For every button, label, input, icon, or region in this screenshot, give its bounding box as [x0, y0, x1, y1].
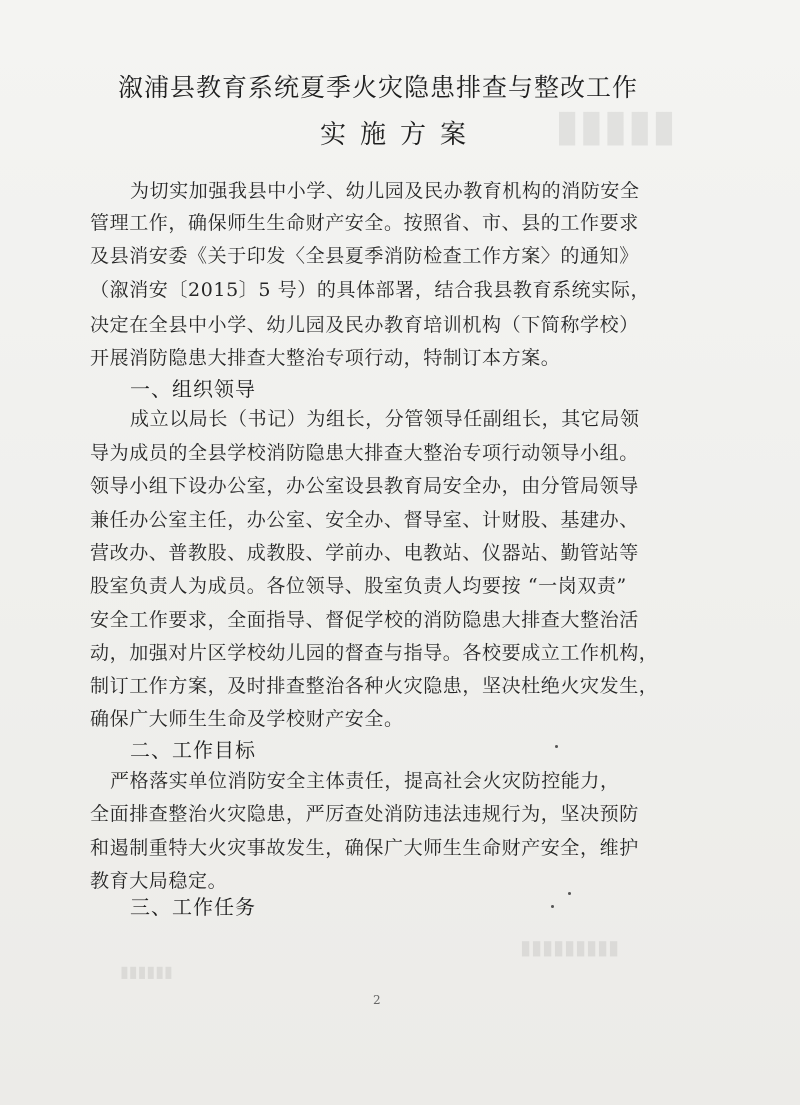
paragraph-line: 教育大局稳定。 — [90, 870, 228, 892]
paragraph-line: 管理工作，确保师生生命财产安全。按照省、市、县的工作要求 — [90, 212, 639, 234]
paragraph-line: 安全工作要求，全面指导、督促学校的消防隐患大排查大整治活 — [90, 609, 639, 631]
paragraph-line: 为切实加强我县中小学、幼儿园及民办教育机构的消防安全 — [130, 180, 640, 202]
paragraph-line: 确保广大师生生命及学校财产安全。 — [90, 708, 404, 730]
paragraph-line: 及县消安委《关于印发〈全县夏季消防检查工作方案〉的通知》 — [90, 245, 639, 267]
paragraph-line: 兼任办公室主任，办公室、安全办、督导室、计财股、基建办、 — [90, 509, 639, 531]
bleed-through-mark: ▮▮▮▮▮▮ — [120, 962, 173, 981]
paragraph-line: 决定在全县中小学、幼儿园及民办教育培训机构（下简称学校） — [90, 314, 639, 336]
section-heading: 二、工作目标 — [130, 738, 256, 762]
paragraph-line: 成立以局长（书记）为组长，分管领导任副组长，其它局领 — [130, 408, 640, 430]
paragraph-line: （溆消安〔2015〕5 号）的具体部署，结合我县教育系统实际， — [90, 279, 651, 301]
paragraph-line: 和遏制重特大火灾事故发生，确保广大师生生命财产安全，维护 — [90, 837, 639, 859]
paragraph-line: 导为成员的全县学校消防隐患大排查大整治专项行动领导小组。 — [90, 442, 639, 464]
paragraph-line: 开展消防隐患大排查大整治专项行动，特制订本方案。 — [90, 347, 561, 369]
paragraph-line: 营改办、普教股、成教股、学前办、电教站、仪器站、勤管站等 — [90, 542, 639, 564]
section-heading: 一、组织领导 — [130, 377, 256, 401]
section-heading: 三、工作任务 — [130, 895, 256, 919]
scan-speck — [555, 745, 558, 748]
bleed-through-mark: ▮▮▮▮▮▮▮▮▮ — [520, 935, 620, 959]
page-number: 2 — [373, 993, 381, 1007]
paragraph-line: 动，加强对片区学校幼儿园的督查与指导。各校要成立工作机构， — [90, 642, 659, 664]
scan-speck — [568, 892, 571, 895]
bleed-through-mark: ▮▮▮▮▮ — [555, 100, 677, 151]
paragraph-line: 股室负责人为成员。各位领导、股室负责人均要按 “一岗双责” — [90, 575, 627, 597]
paragraph-line: 严格落实单位消防安全主体责任，提高社会火灾防控能力， — [110, 770, 620, 792]
paragraph-line: 制订工作方案，及时排查整治各种火灾隐患，坚决杜绝火灾发生， — [90, 675, 659, 697]
document-subtitle: 实施方案 — [319, 120, 480, 150]
paragraph-line: 领导小组下设办公室，办公室设县教育局安全办，由分管局领导 — [90, 475, 639, 497]
document-title: 溆浦县教育系统夏季火灾隐患排查与整改工作 — [118, 73, 639, 102]
scan-speck — [551, 905, 554, 908]
paragraph-line: 全面排查整治火灾隐患，严厉查处消防违法违规行为，坚决预防 — [90, 803, 639, 825]
